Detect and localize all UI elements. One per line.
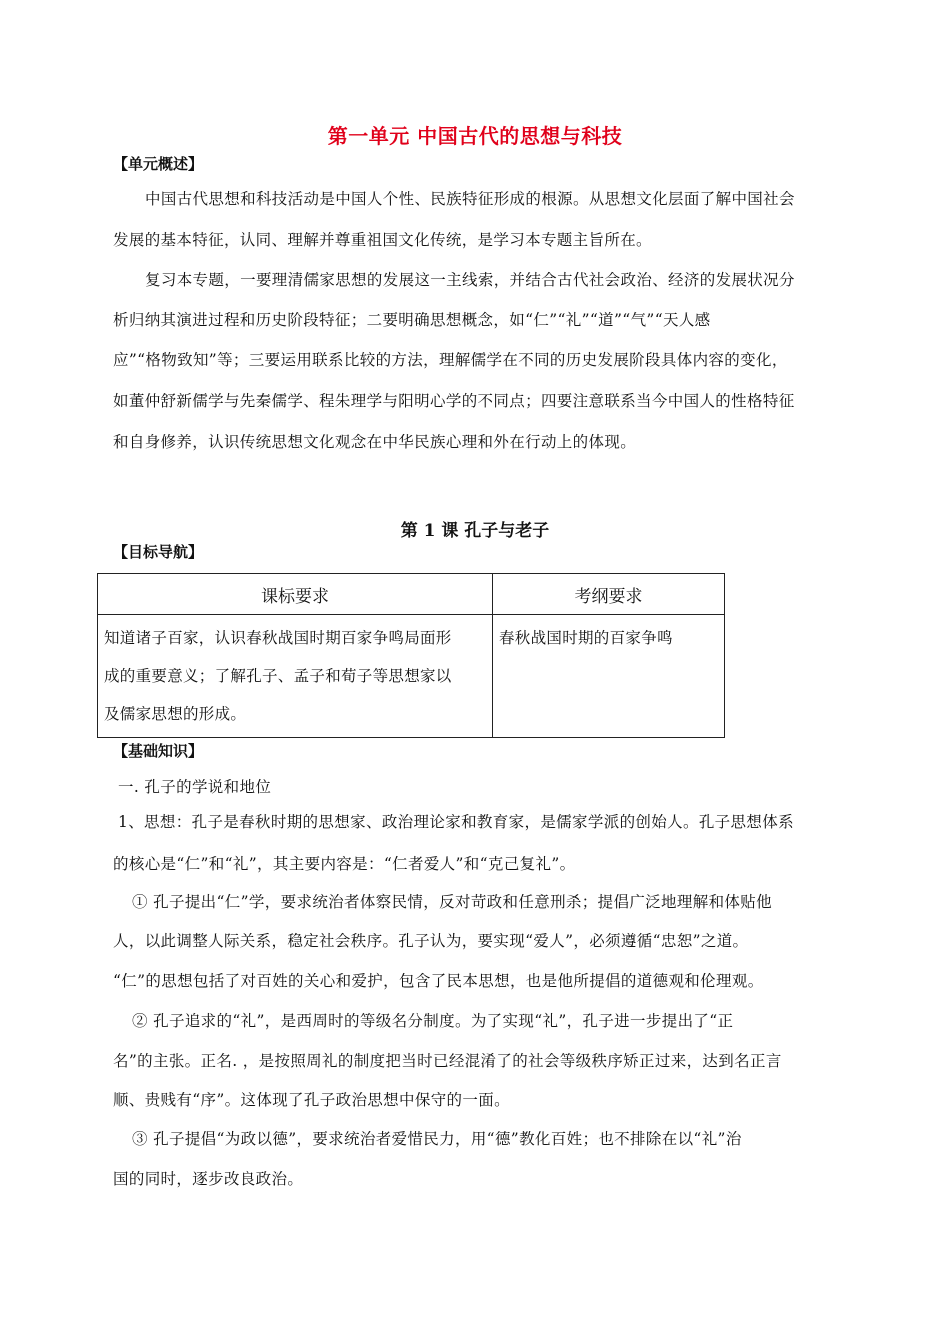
goals-col1-line: 及儒家思想的形成。 (104, 705, 247, 723)
point3-line: ③ 孔子提倡“为政以德”，要求统治者爱惜民力，用“德”教化百姓；也不排除在以“礼”治 (132, 1130, 742, 1148)
goals-col2-text: 春秋战国时期的百家争鸣 (499, 629, 673, 647)
point2-line: 顺、贵贱有“序”。这体现了孔子政治思想中保守的一面。 (113, 1091, 510, 1109)
basics-heading: 【基础知识】 (113, 742, 204, 760)
item1-line: 1、思想：孔子是春秋时期的思想家、政治理论家和教育家，是儒家学派的创始人。孔子思想体系 (118, 813, 794, 831)
lesson-title: 第 1 课 孔子与老子 (400, 521, 550, 541)
point2-line: 名”的主张。正名. ，是按照周礼的制度把当时已经混淆了的社会等级秩序矫正过来，达到名正言 (113, 1052, 782, 1070)
overview-heading: 【单元概述】 (113, 155, 204, 173)
overview-para2-line: 应”“格物致知”等；三要运用联系比较的方法，理解儒学在不同的历史发展阶段具体内容的变化， (113, 351, 788, 369)
goals-col1-cell (98, 615, 493, 738)
item1-line: 的核心是“仁”和“礼”，其主要内容是：“仁者爱人”和“克己复礼”。 (113, 855, 576, 873)
unit-title: 第一单元 中国古代的思想与科技 (327, 124, 623, 148)
overview-para2-line: 如董仲舒新儒学与先秦儒学、程朱理学与阳明心学的不同点；四要注意联系当今中国人的性格特征 (113, 392, 795, 410)
overview-para1-line: 发展的基本特征，认同、理解并尊重祖国文化传统，是学习本专题主旨所在。 (113, 231, 652, 249)
overview-para2-line: 析归纳其演进过程和历史阶段特征；二要明确思想概念，如“仁”“礼”“道”“气”“天人感 (113, 311, 711, 329)
overview-para2-line: 和自身修养，认识传统思想文化观念在中华民族心理和外在行动上的体现。 (113, 433, 637, 451)
point2-line: ② 孔子追求的“礼”，是西周时的等级名分制度。为了实现“礼”，孔子进一步提出了“正 (132, 1012, 734, 1030)
overview-para2-line: 复习本专题，一要理清儒家思想的发展这一主线索，并结合古代社会政治、经济的发展状况分 (145, 271, 795, 289)
point1-line: ① 孔子提出“仁”学，要求统治者体察民情，反对苛政和任意刑杀；提倡广泛地理解和体贴他 (132, 893, 772, 911)
point1-line: 人，以此调整人际关系，稳定社会秩序。孔子认为，要实现“爱人”，必须遵循“忠恕”之道。 (113, 932, 749, 950)
goals-col2-header: 考纲要求 (493, 574, 725, 615)
goals-col2-cell (493, 615, 725, 738)
goals-col1-line: 知道诸子百家，认识春秋战国时期百家争鸣局面形 (104, 629, 452, 647)
goals-col1-header: 课标要求 (98, 574, 493, 615)
overview-para1-line: 中国古代思想和科技活动是中国人个性、民族特征形成的根源。从思想文化层面了解中国社会 (145, 190, 795, 208)
point1-line: “仁”的思想包括了对百姓的关心和爱护，包含了民本思想，也是他所提倡的道德观和伦理观。 (113, 972, 764, 990)
goals-col1-line: 成的重要意义；了解孔子、孟子和荀子等思想家以 (104, 667, 452, 685)
point3-line: 国的同时，逐步改良政治。 (113, 1170, 304, 1188)
goals-table (97, 573, 725, 738)
goals-heading: 【目标导航】 (113, 543, 204, 561)
section-heading: 一. 孔子的学说和地位 (118, 778, 272, 796)
